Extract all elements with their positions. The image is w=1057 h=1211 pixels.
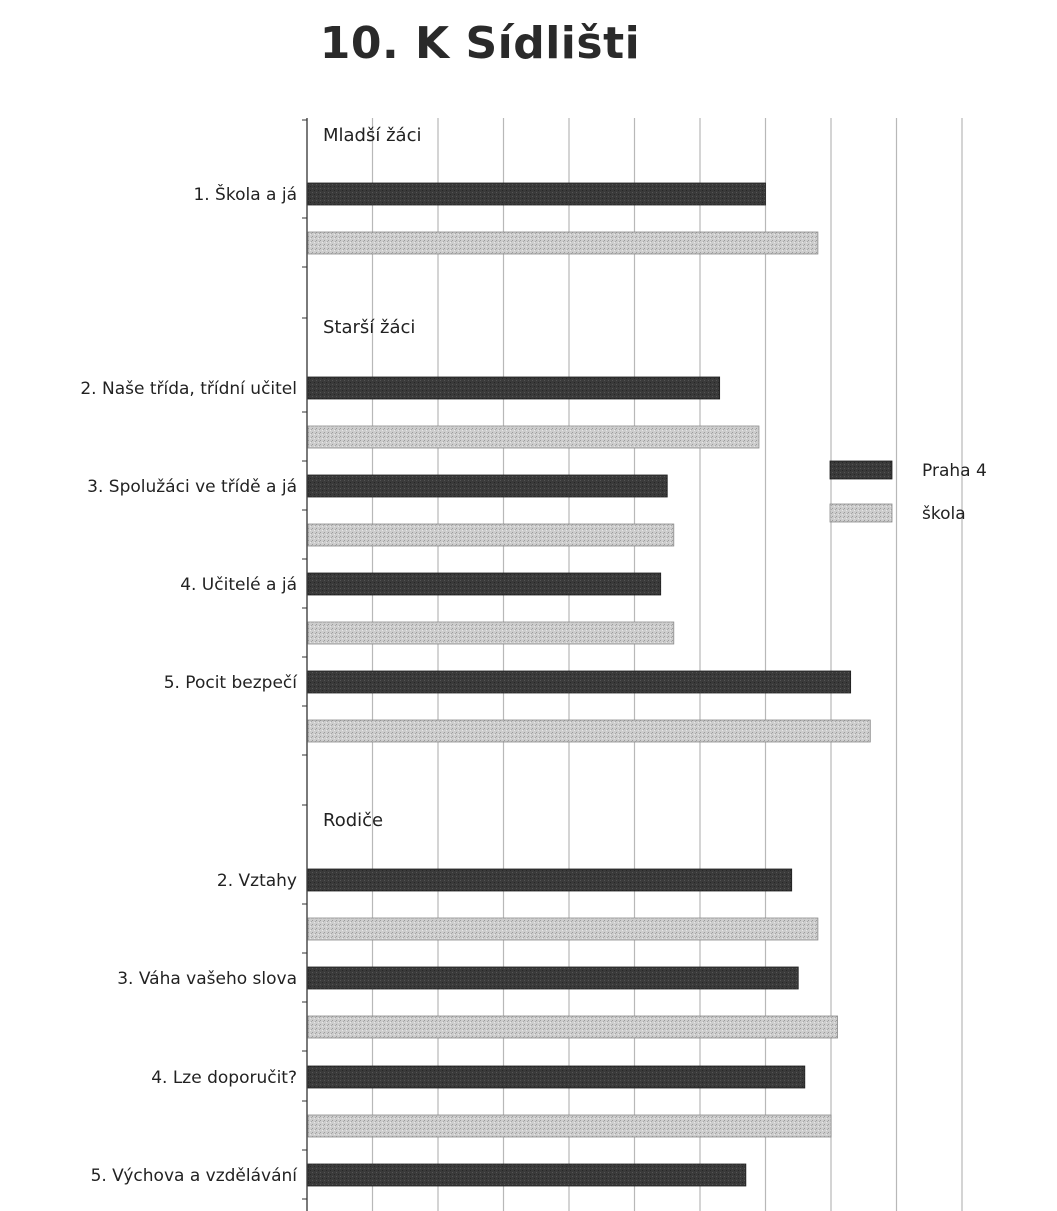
category-label: 5. Pocit bezpečí xyxy=(163,673,297,693)
legend-swatch-praha-4 xyxy=(830,461,892,479)
bar-praha-4 xyxy=(308,377,720,399)
bar-skola xyxy=(308,720,870,742)
bar-skola xyxy=(308,426,759,448)
bar-praha-4 xyxy=(308,573,661,595)
category-label: 2. Naše třída, třídní učitel xyxy=(80,379,297,399)
bar-praha-4 xyxy=(308,671,851,693)
category-label: 1. Škola a já xyxy=(193,185,297,205)
bar-skola xyxy=(308,1115,831,1137)
legend-swatch-skola xyxy=(830,504,892,522)
category-label: 4. Učitelé a já xyxy=(180,575,297,595)
bar-praha-4 xyxy=(308,967,798,989)
bar-skola xyxy=(308,232,818,254)
legend-label: škola xyxy=(922,504,966,524)
group-label: Mladší žáci xyxy=(323,125,422,146)
grid-lines xyxy=(373,118,963,1211)
category-label: 4. Lze doporučit? xyxy=(151,1068,297,1088)
bar-skola xyxy=(308,918,818,940)
bar-skola xyxy=(308,1016,838,1038)
bar-praha-4 xyxy=(308,475,667,497)
bar-skola xyxy=(308,622,674,644)
bar-praha-4 xyxy=(308,1164,746,1186)
category-label: 3. Váha vašeho slova xyxy=(117,969,297,989)
category-label: 3. Spolužáci ve třídě a já xyxy=(87,477,297,497)
legend xyxy=(830,461,987,524)
category-label: 5. Výchova a vzdělávání xyxy=(90,1166,297,1186)
bar-skola xyxy=(308,524,674,546)
bar-praha-4 xyxy=(308,869,792,891)
y-axis xyxy=(302,118,307,1211)
category-label: 2. Vztahy xyxy=(216,871,297,891)
legend-label: Praha 4 xyxy=(922,461,987,481)
group-label: Rodiče xyxy=(323,810,384,831)
group-label: Starší žáci xyxy=(323,317,416,338)
page-title: 10. K Sídlišti xyxy=(319,18,641,69)
bar-praha-4 xyxy=(308,183,766,205)
bar-praha-4 xyxy=(308,1066,805,1088)
